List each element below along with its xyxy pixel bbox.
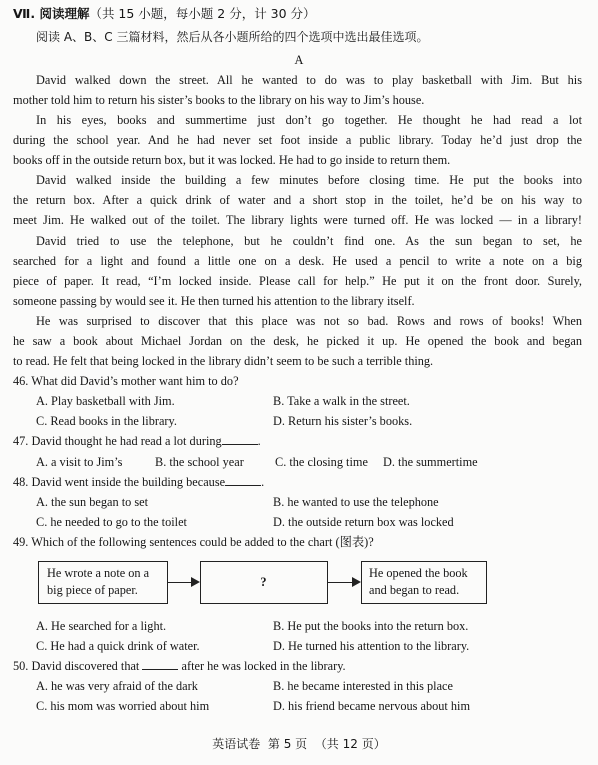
question-48-stem-end: . [261, 475, 265, 489]
answer-blank [142, 658, 178, 670]
question-48-option-c[interactable]: C. he needed to go to the toilet [36, 515, 187, 529]
question-47-option-c[interactable]: C. the closing time [275, 455, 368, 469]
question-48-stem [13, 474, 264, 490]
section-header [13, 6, 316, 22]
section-number: Ⅶ. [13, 6, 36, 21]
question-47-stem [13, 433, 261, 449]
question-46-option-c[interactable]: C. Read books in the library. [36, 414, 177, 428]
question-50-option-b[interactable]: B. he became interested in this place [273, 679, 453, 693]
question-49-stem: 49. Which of the following sentences could be added to the chart (图表)? [13, 535, 374, 549]
passage-line: piece of paper. It read, “I’m locked inside. Please call for help.” He put it on the front door. Surely, [13, 274, 582, 288]
section-note: （共 15 小题，每小题 2 分，计 30 分） [89, 6, 316, 21]
chart-box-question-mark: ? [260, 575, 267, 589]
question-48-option-b[interactable]: B. he wanted to use the telephone [273, 495, 439, 509]
passage-line: mother told him to return his sister’s books to the library on his way to Jim’s house. [13, 93, 425, 107]
question-50-stem [13, 658, 346, 674]
chart-box-first-line2: big piece of paper. [47, 583, 138, 597]
question-50-option-a[interactable]: A. he was very afraid of the dark [36, 679, 198, 693]
chart-box-last [361, 561, 487, 604]
passage-line: during the school year. And he had never set foot inside a public library. Today he’d just drop the [13, 133, 582, 147]
passage-line: He was surprised to discover that this place was not so bad. Rows and rows of books! When [36, 314, 582, 328]
question-50-stem-text: 50. David discovered that [13, 659, 140, 673]
question-47-option-b[interactable]: B. the school year [155, 455, 244, 469]
question-49-option-a[interactable]: A. He searched for a light. [36, 619, 167, 633]
chart-box-first [38, 561, 168, 604]
question-49-option-d[interactable]: D. He turned his attention to the library. [273, 639, 470, 653]
question-47-stem-text: 47. David thought he had read a lot during [13, 434, 222, 448]
chart-box-middle [200, 561, 328, 604]
question-47-stem-end: . [257, 434, 261, 448]
passage-line: someone passing by would see it. He then turned his attention to the library itself. [13, 294, 415, 308]
passage-line: to read. He felt that being locked in the library didn’t seem to be such a terrible thing. [13, 354, 434, 368]
passage-line: David walked down the street. All he wanted to do was to play basketball with Jim. But his [36, 73, 582, 87]
chart-arrow-head-icon [352, 577, 361, 587]
passage-line: David walked inside the building a few minutes before closing time. He put the books into [36, 173, 582, 187]
chart-box-last-line1: He opened the book [369, 566, 468, 580]
passage-line: books off in the outside return box, but it was locked. He had to go inside to return them. [13, 153, 451, 167]
question-50-stem-end: after he was locked in the library. [181, 659, 346, 673]
question-46-option-a[interactable]: A. Play basketball with Jim. [36, 394, 175, 408]
section-title: 阅读理解 [39, 6, 90, 21]
passage-line: searched for a light and found a little one on a desk. He used a pencil to write a note on a big [13, 254, 582, 268]
question-48-option-d[interactable]: D. the outside return box was locked [273, 515, 454, 529]
passage-line: he saw a book about Michael Jordan on the desk, he picked it up. He opened the book and began [13, 334, 582, 348]
question-49-option-c[interactable]: C. He had a quick drink of water. [36, 639, 200, 653]
question-46-option-d[interactable]: D. Return his sister’s books. [273, 414, 413, 428]
passage-line: meet Jim. He walked out of the toilet. The library lights were turned off. He was locked — in a library! [13, 213, 582, 227]
answer-blank [222, 433, 258, 445]
question-47-option-a[interactable]: A. a visit to Jim’s [36, 455, 123, 469]
section-instructions: 阅读 A、B、C 三篇材料，然后从各小题所给的四个选项中选出最佳选项。 [36, 30, 429, 44]
page-footer: 英语试卷 第 5 页 （共 12 页） [212, 737, 386, 751]
question-47-option-d[interactable]: D. the summertime [383, 455, 478, 469]
chart-arrow-line [328, 582, 352, 583]
chart-box-last-line2: and began to read. [369, 583, 460, 597]
passage-line: In his eyes, books and summertime just don’t go together. He thought he had read a lot [36, 113, 582, 127]
answer-blank [225, 474, 261, 486]
question-48-stem-text: 48. David went inside the building because [13, 475, 226, 489]
chart-box-first-line1: He wrote a note on a [47, 566, 150, 580]
passage-letter: A [294, 53, 304, 67]
question-50-option-c[interactable]: C. his mom was worried about him [36, 699, 210, 713]
question-46-option-b[interactable]: B. Take a walk in the street. [273, 394, 410, 408]
passage-line: the return box. After a quick drink of water and a short stop in the toilet, he’d be on his way to [13, 193, 582, 207]
passage-line: David tried to use the telephone, but he couldn’t find one. As the sun began to set, he [36, 234, 582, 248]
chart-arrow-head-icon [191, 577, 200, 587]
question-49-option-b[interactable]: B. He put the books into the return box. [273, 619, 469, 633]
question-50-option-d[interactable]: D. his friend became nervous about him [273, 699, 471, 713]
question-46-stem: 46. What did David’s mother want him to do? [13, 374, 239, 388]
question-48-option-a[interactable]: A. the sun began to set [36, 495, 149, 509]
chart-arrow-line [168, 582, 191, 583]
